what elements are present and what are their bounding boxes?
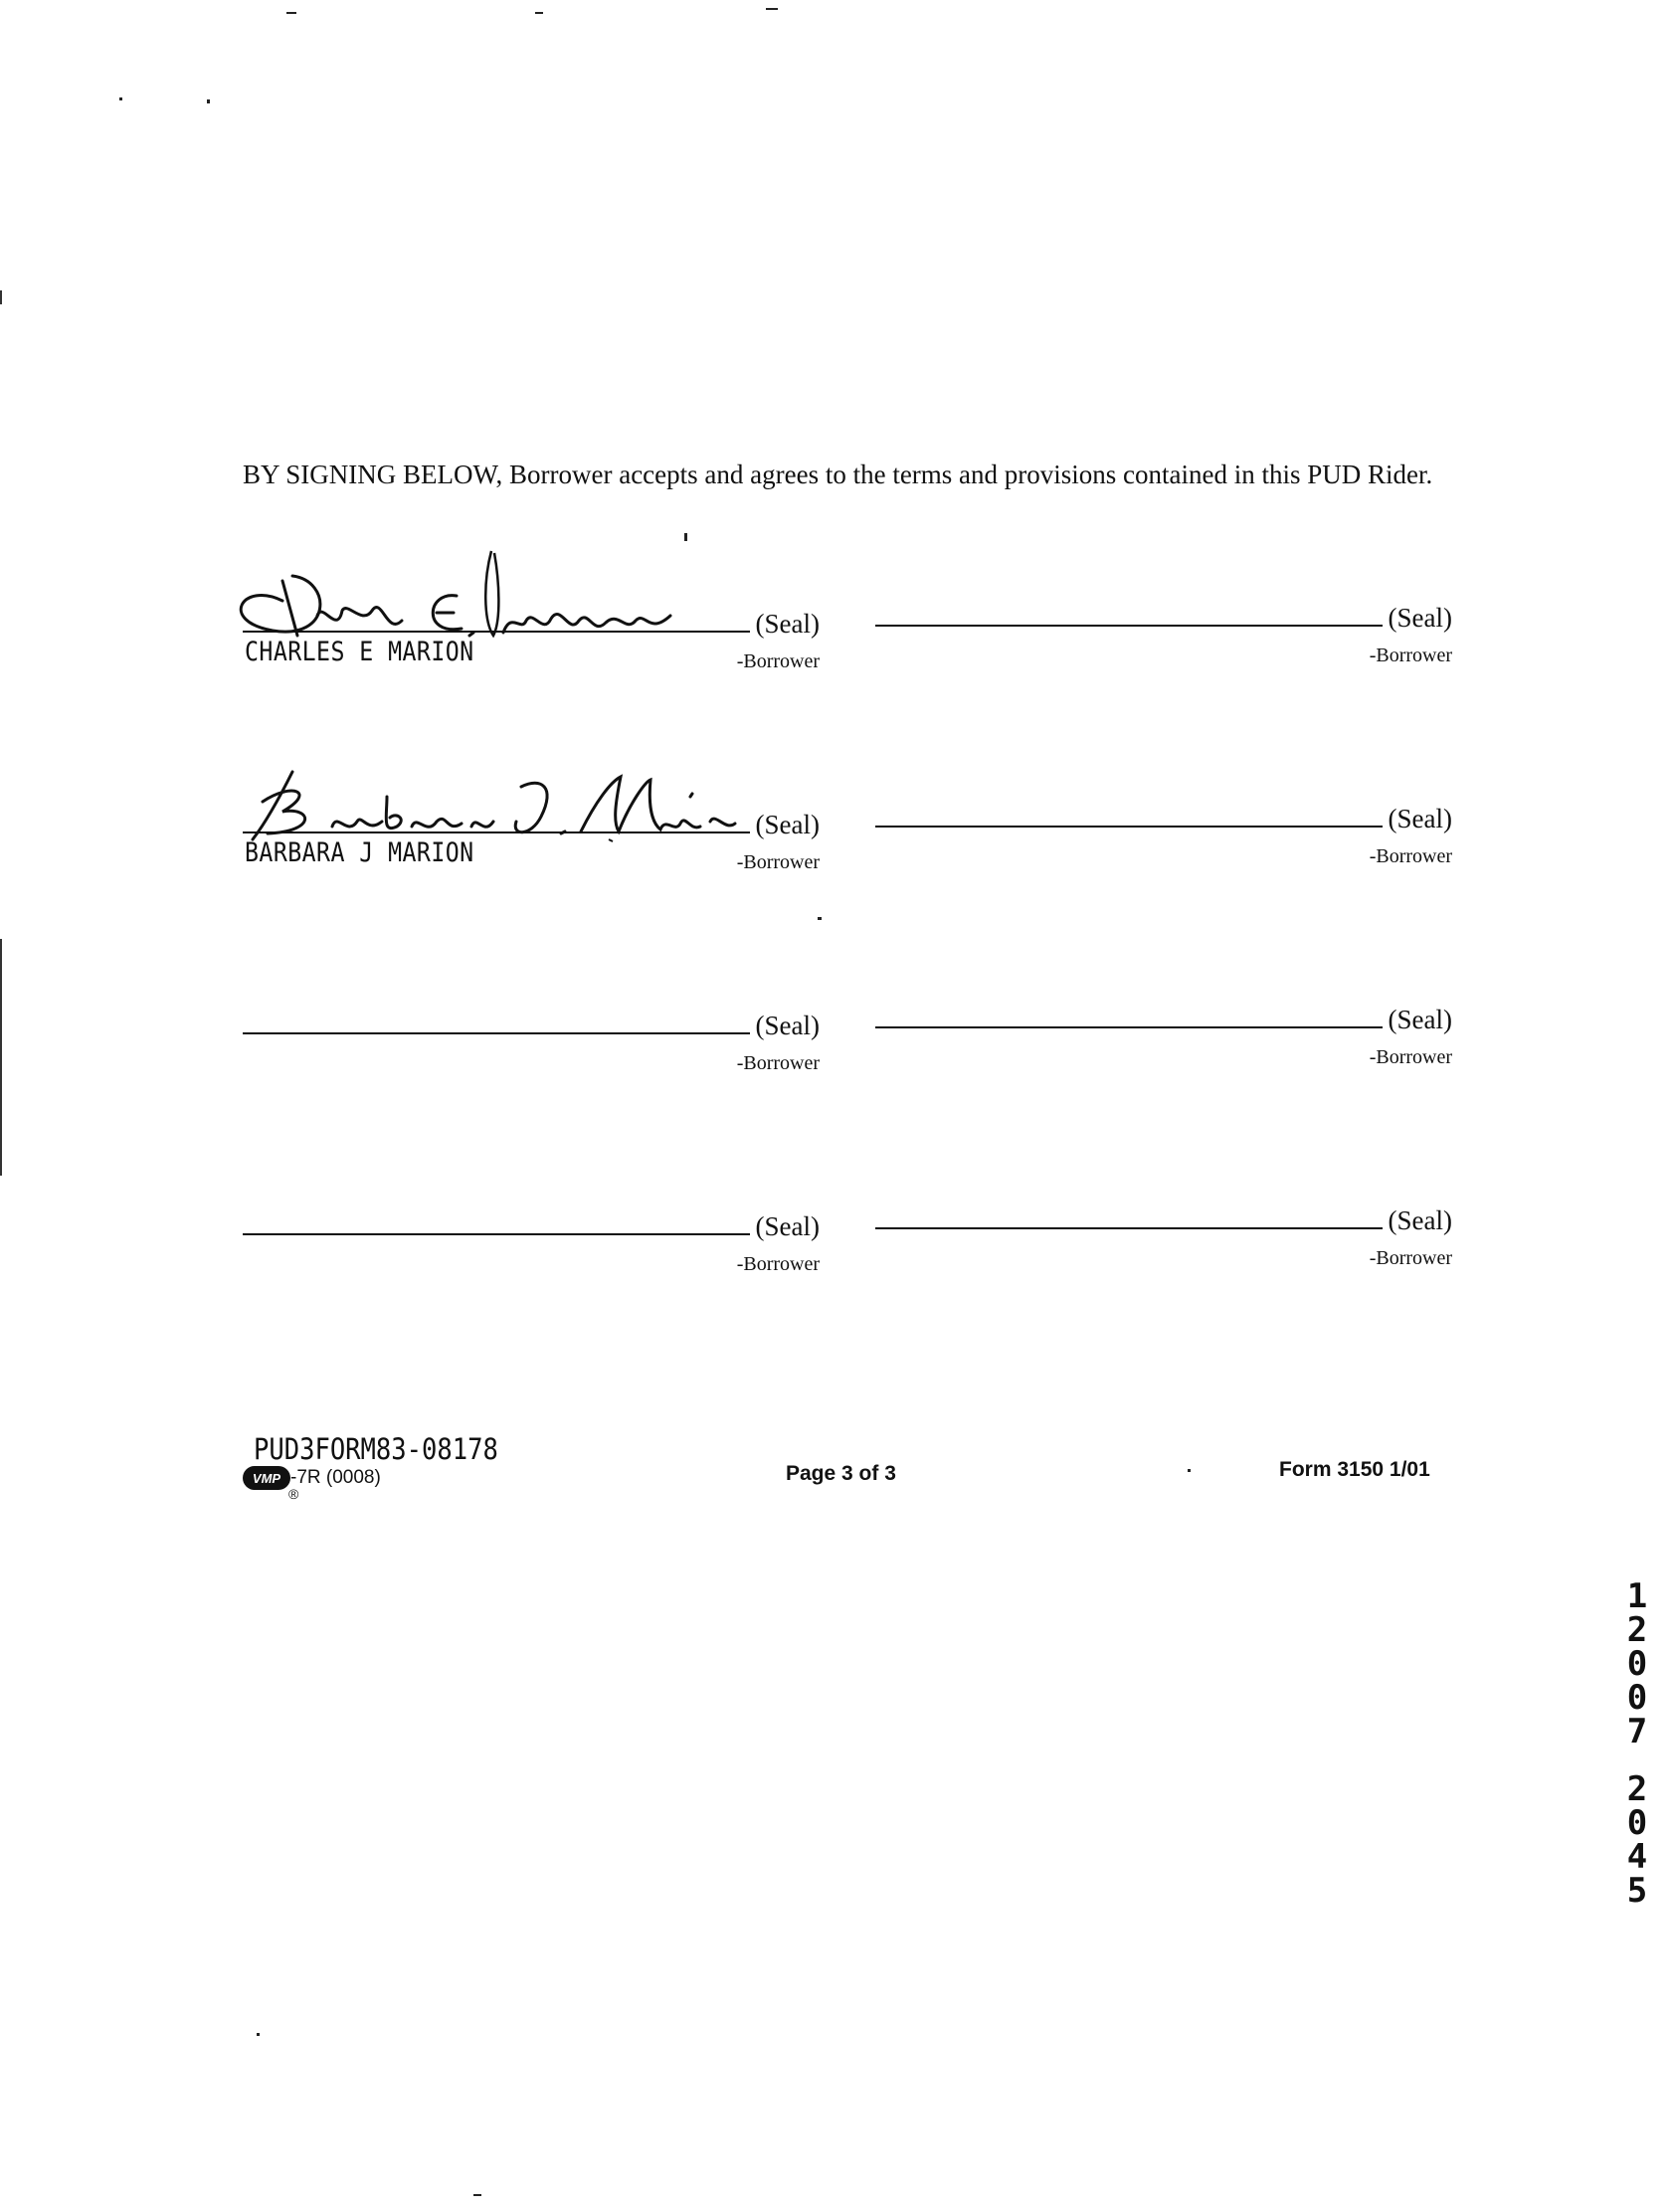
seal-label: (Seal)	[755, 1211, 820, 1241]
stamp-digit: 5	[1626, 1871, 1648, 1911]
scan-speck	[257, 2033, 260, 2036]
stamp-digit: 7	[1626, 1712, 1648, 1751]
seal-label: (Seal)	[755, 1011, 820, 1040]
signature-line	[243, 1233, 750, 1235]
seal-label: (Seal)	[1388, 1005, 1452, 1034]
signature-line	[243, 1032, 750, 1034]
scan-speck	[119, 97, 122, 100]
scan-speck	[207, 99, 210, 103]
seal-label: (Seal)	[755, 609, 820, 639]
vmp-form-id	[243, 1466, 381, 1502]
borrower-label: -Borrower	[1369, 1247, 1452, 1269]
registered-mark-icon: ®	[288, 1486, 299, 1502]
rider-statement: BY SIGNING BELOW, Borrower accepts and agrees to the terms and provisions contained in this PUD Rider.	[243, 460, 1433, 489]
scan-speck	[684, 533, 687, 541]
signature-line	[243, 631, 750, 633]
recording-number-stamp	[1617, 1576, 1657, 1911]
signature-block-borrower-4	[875, 766, 1452, 867]
signature-block-borrower-8	[875, 1168, 1452, 1269]
signature-line	[875, 625, 1383, 627]
borrower-label: -Borrower	[736, 1052, 820, 1074]
signature-line	[875, 1227, 1383, 1229]
signature-block-borrower-7	[243, 1174, 820, 1275]
scan-edge-mark	[0, 939, 2, 1176]
seal-label: (Seal)	[755, 810, 820, 839]
seal-label: (Seal)	[1388, 603, 1452, 633]
signature-block-borrower-5	[243, 973, 820, 1074]
borrower-label: -Borrower	[736, 851, 820, 873]
stamp-digit: 2	[1626, 1769, 1648, 1809]
borrower-label: -Borrower	[736, 1253, 820, 1275]
signature-block-borrower-1	[243, 571, 820, 672]
stamp-digit: 0	[1626, 1678, 1648, 1718]
scan-edge-mark	[0, 290, 2, 304]
scan-speck	[818, 917, 822, 920]
stamp-digit: 2	[1626, 1610, 1648, 1650]
borrower-label: -Borrower	[736, 650, 820, 672]
stamp-digit: 1	[1626, 1576, 1648, 1616]
stamp-digit: 0	[1626, 1803, 1648, 1843]
scan-speck	[473, 2194, 481, 2196]
handwritten-signature-charles	[223, 541, 720, 650]
page-number: Page 3 of 3	[786, 1462, 896, 1485]
handwritten-signature-barbara	[223, 742, 740, 851]
scan-speck	[1188, 1469, 1191, 1472]
signature-line	[243, 831, 750, 833]
stamp-digit: 4	[1626, 1837, 1648, 1877]
vmp-code: -7R (0008)	[290, 1467, 381, 1488]
signature-line	[875, 826, 1383, 828]
scan-speck	[286, 12, 296, 14]
borrower-name: CHARLES E MARION	[245, 637, 474, 667]
vmp-logo-icon: VMP	[243, 1466, 290, 1490]
signature-block-borrower-6	[875, 967, 1452, 1068]
stamp-digit: 0	[1626, 1644, 1648, 1684]
signature-block-borrower-3	[243, 772, 820, 873]
form-code: PUD3FORM83-08178	[254, 1432, 498, 1466]
form-number: Form 3150 1/01	[1279, 1458, 1430, 1481]
seal-label: (Seal)	[1388, 804, 1452, 833]
signature-line	[875, 1026, 1383, 1028]
borrower-label: -Borrower	[1369, 1046, 1452, 1068]
borrower-label: -Borrower	[1369, 645, 1452, 666]
seal-label: (Seal)	[1388, 1205, 1452, 1235]
signature-block-borrower-2	[875, 565, 1452, 666]
scan-speck	[535, 12, 543, 14]
scan-speck	[766, 8, 778, 10]
borrower-label: -Borrower	[1369, 845, 1452, 867]
borrower-name: BARBARA J MARION	[245, 837, 474, 868]
